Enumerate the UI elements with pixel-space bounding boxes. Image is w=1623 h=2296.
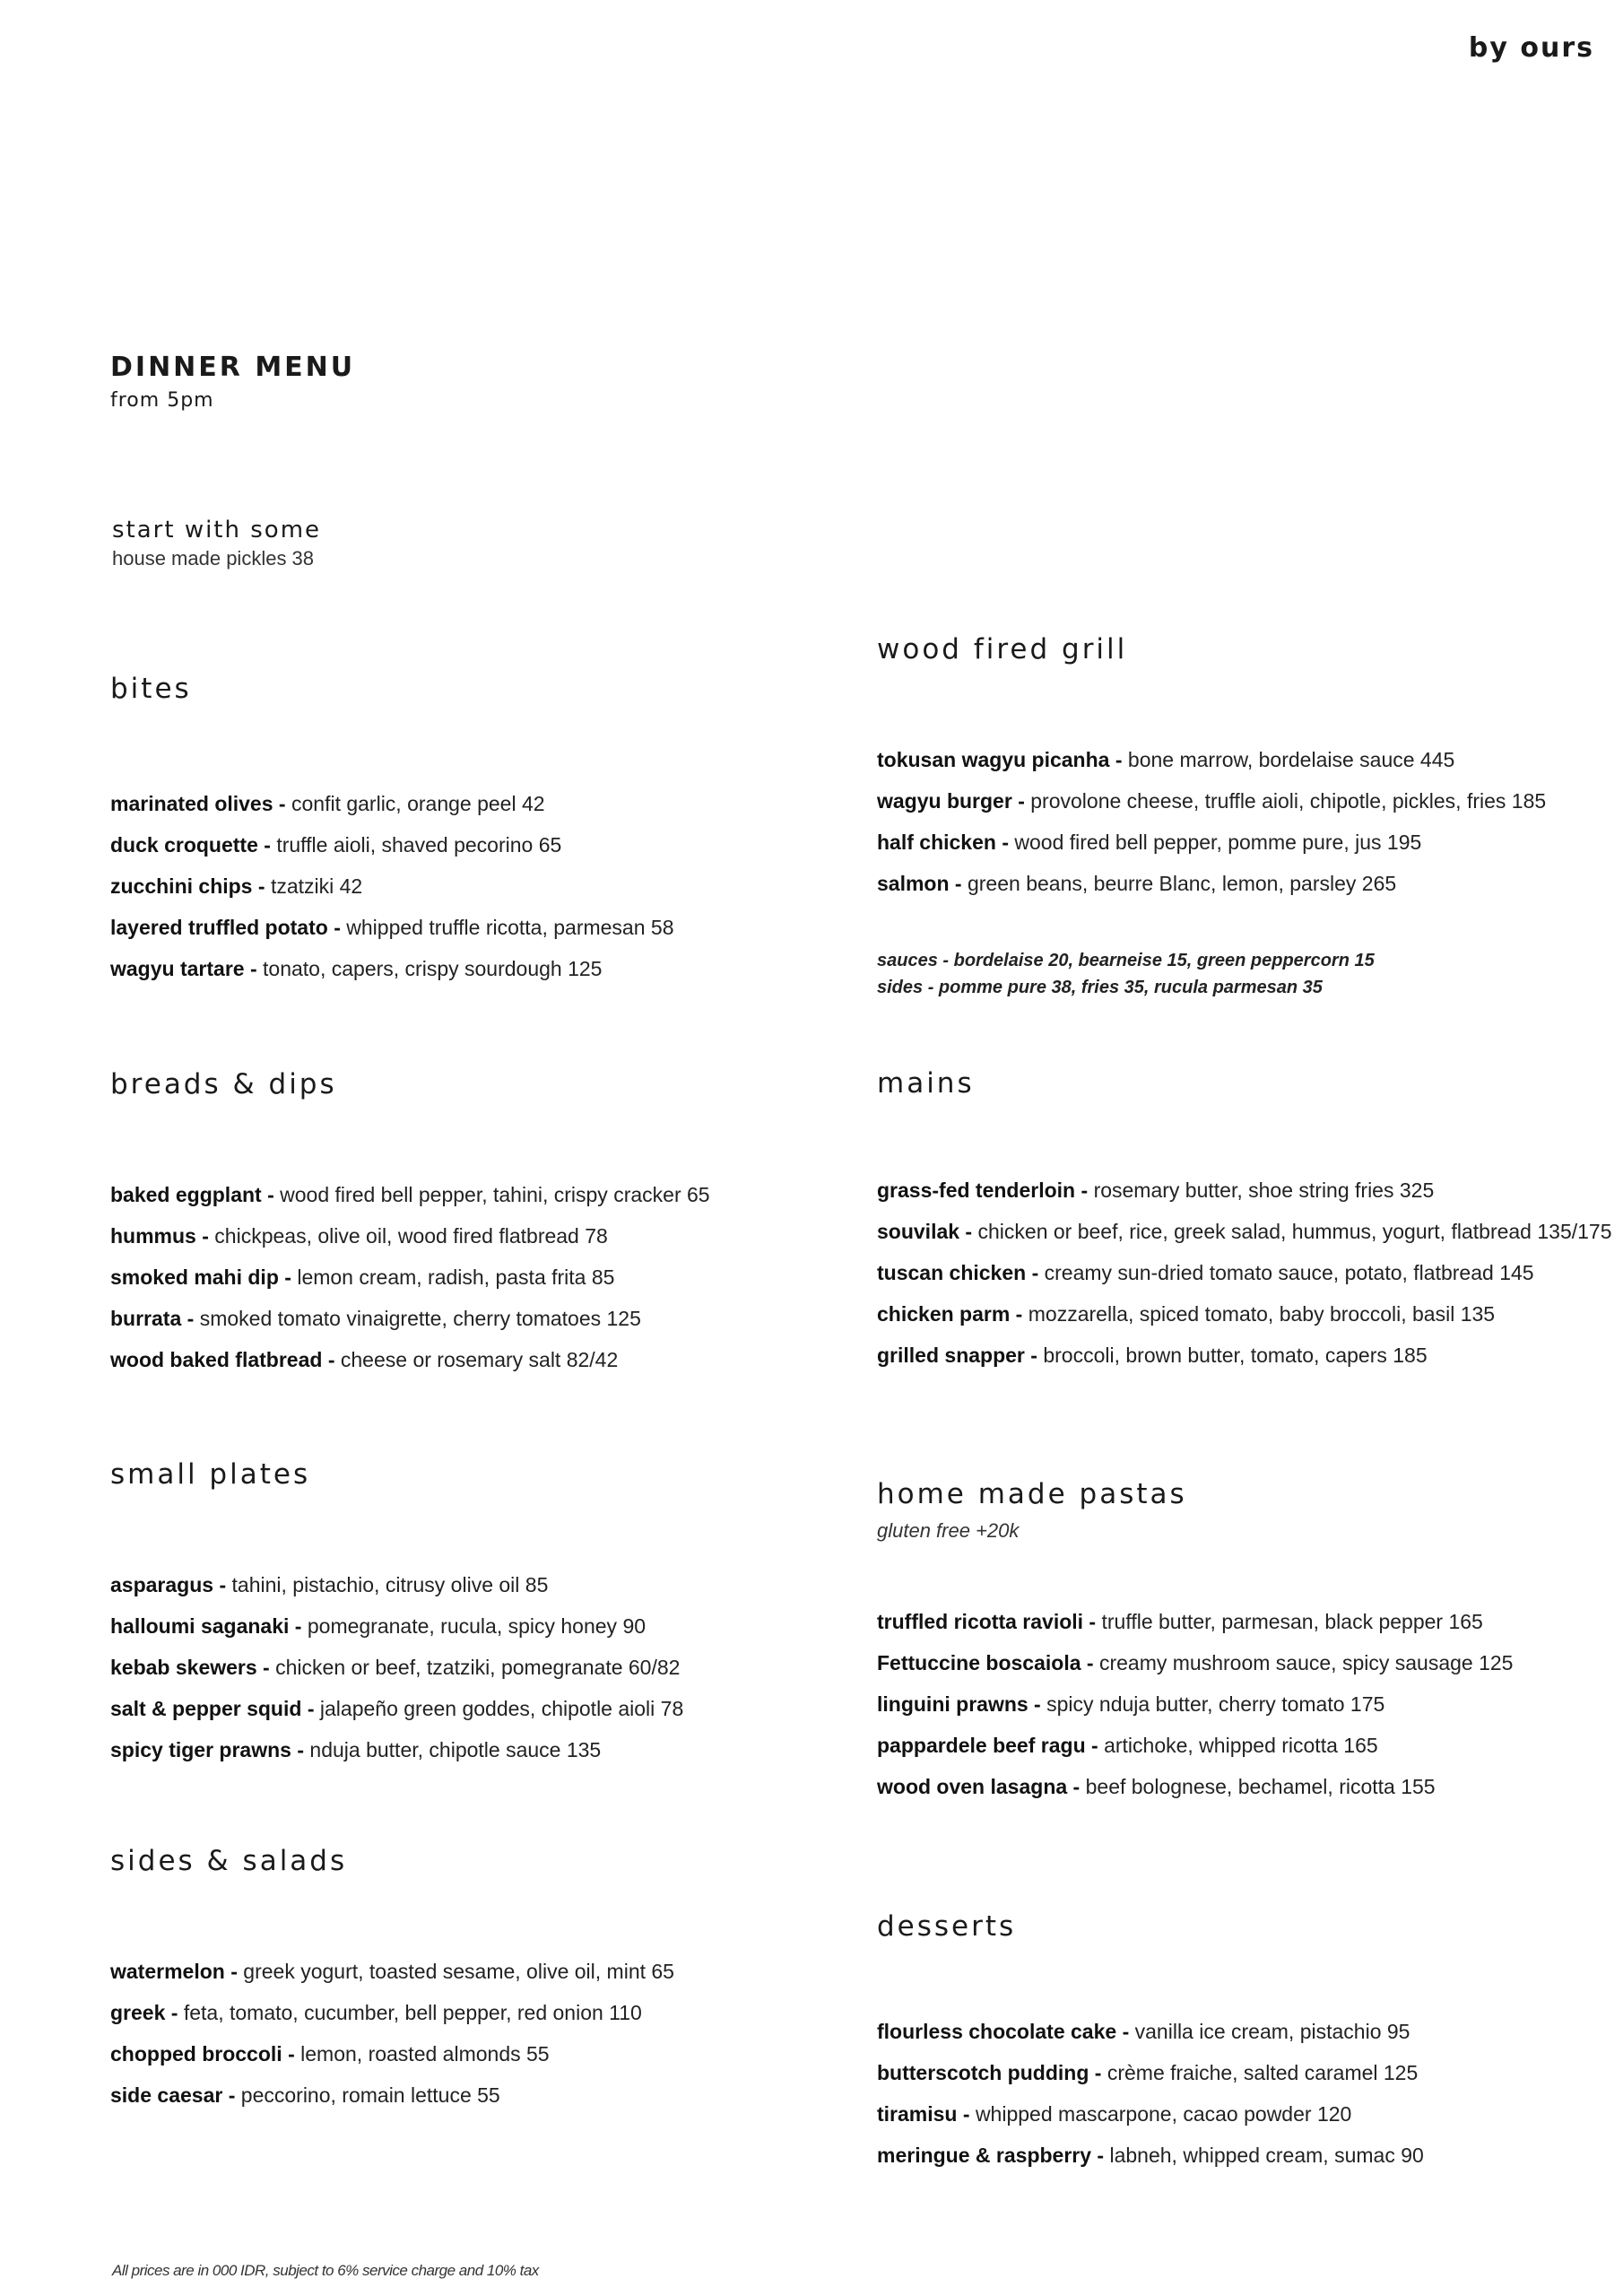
- menu-item-description: provolone cheese, truffle aioli, chipotle, pickles, fries 185: [1030, 789, 1547, 813]
- menu-item-description: greek yogurt, toasted sesame, olive oil, mint 65: [243, 1960, 674, 1983]
- menu-item-description: confit garlic, orange peel 42: [291, 792, 545, 815]
- menu-item-separator: -: [1109, 748, 1128, 771]
- menu-item-description: labneh, whipped cream, sumac 90: [1109, 2144, 1424, 2167]
- menu-item: [110, 1992, 674, 2033]
- menu-item-name: asparagus: [110, 1573, 214, 1596]
- menu-item-description: green beans, beurre Blanc, lemon, parsley 265: [967, 872, 1397, 895]
- menu-title: DINNER MENU: [110, 352, 356, 383]
- menu-item: [877, 1766, 1513, 1807]
- section-bites: [110, 673, 674, 980]
- menu-item: [877, 2135, 1424, 2176]
- menu-item-separator: -: [244, 957, 264, 980]
- section-title: desserts: [877, 1910, 1017, 1943]
- menu-item-description: chicken or beef, rice, greek salad, hummus, yogurt, flatbread 135/175: [977, 1220, 1612, 1243]
- menu-item-name: wagyu burger: [877, 789, 1012, 813]
- menu-item-name: flourless chocolate cake: [877, 2020, 1117, 2043]
- menu-item-separator: -: [252, 874, 271, 898]
- item-list: [110, 1174, 710, 1380]
- menu-item-separator: -: [1024, 1344, 1044, 1367]
- menu-item-separator: -: [222, 2083, 241, 2107]
- menu-item-separator: -: [322, 1348, 341, 1371]
- menu-item-separator: -: [959, 1220, 978, 1243]
- menu-item-description: nduja butter, chipotle sauce 135: [309, 1738, 602, 1761]
- menu-item-name: watermelon: [110, 1960, 225, 1983]
- section-title: mains: [877, 1067, 975, 1100]
- menu-item-description: crème fraiche, salted caramel 125: [1107, 2061, 1419, 2084]
- menu-item: [877, 1293, 1612, 1335]
- menu-item: [877, 1170, 1612, 1211]
- menu-item-name: side caesar: [110, 2083, 223, 2107]
- menu-item: [877, 1252, 1612, 1293]
- menu-item-separator: -: [301, 1697, 320, 1720]
- section-title: bites: [110, 673, 192, 705]
- menu-item-separator: -: [273, 792, 291, 815]
- menu-item-separator: -: [1026, 1261, 1045, 1284]
- menu-item-name: half chicken: [877, 831, 996, 854]
- menu-item-separator: -: [282, 2042, 301, 2066]
- menu-item-description: mozzarella, spiced tomato, baby broccoli, basil 135: [1028, 1302, 1496, 1326]
- item-list: [877, 1601, 1513, 1807]
- menu-item-name: meringue & raspberry: [877, 2144, 1092, 2167]
- menu-item-separator: -: [1085, 1734, 1105, 1757]
- menu-item-separator: -: [257, 833, 277, 857]
- menu-item: [110, 948, 674, 989]
- grill-extras: [877, 947, 1375, 1001]
- menu-item: [877, 739, 1546, 780]
- menu-item: [877, 1683, 1513, 1725]
- menu-item-name: grilled snapper: [877, 1344, 1025, 1367]
- start-item: house made pickles 38: [112, 547, 315, 570]
- menu-item-separator: -: [195, 1224, 215, 1248]
- menu-item-name: truffled ricotta ravioli: [877, 1610, 1084, 1633]
- menu-item-name: butterscotch pudding: [877, 2061, 1089, 2084]
- section-sides-salads: [110, 1845, 674, 2107]
- section-title: wood fired grill: [877, 633, 1128, 665]
- menu-item-separator: -: [1116, 2020, 1135, 2043]
- menu-item-description: vanilla ice cream, pistachio 95: [1134, 2020, 1410, 2043]
- menu-item: [877, 1211, 1612, 1252]
- section-title: home made pastas: [877, 1478, 1187, 1510]
- menu-item-name: chicken parm: [877, 1302, 1011, 1326]
- menu-item: [877, 822, 1546, 863]
- menu-item-name: salmon: [877, 872, 950, 895]
- section-title: breads & dips: [110, 1068, 337, 1100]
- menu-item-description: creamy sun-dried tomato sauce, potato, flatbread 145: [1044, 1261, 1534, 1284]
- menu-item-name: chopped broccoli: [110, 2042, 282, 2066]
- menu-item-name: spicy tiger prawns: [110, 1738, 291, 1761]
- menu-item-description: jalapeño green goddes, chipotle aioli 78: [319, 1697, 684, 1720]
- menu-item-separator: -: [165, 2001, 184, 2024]
- menu-item-description: peccorino, romain lettuce 55: [240, 2083, 500, 2107]
- menu-item-name: kebab skewers: [110, 1656, 257, 1679]
- menu-item-description: spicy nduja butter, cherry tomato 175: [1046, 1692, 1385, 1716]
- menu-item-description: feta, tomato, cucumber, bell pepper, red onion 110: [183, 2001, 642, 2024]
- menu-item: [877, 2052, 1424, 2093]
- menu-item: [877, 780, 1546, 822]
- menu-item-separator: -: [1028, 1692, 1047, 1716]
- menu-item-description: tonato, capers, crispy sourdough 125: [263, 957, 603, 980]
- sides-note: sides - pomme pure 38, fries 35, rucula parmesan 35: [877, 978, 1323, 997]
- menu-item-description: wood fired bell pepper, tahini, crispy cracker 65: [280, 1183, 710, 1206]
- menu-item-name: baked eggplant: [110, 1183, 262, 1206]
- menu-item-description: cheese or rosemary salt 82/42: [340, 1348, 619, 1371]
- section-home-made-pastas: [877, 1478, 1514, 1798]
- menu-item-name: greek: [110, 2001, 166, 2024]
- menu-item-description: pomegranate, rucula, spicy honey 90: [307, 1614, 647, 1638]
- section-mains: [877, 1067, 1612, 1367]
- menu-item: [877, 2011, 1424, 2052]
- menu-item-name: souvilak: [877, 1220, 960, 1243]
- menu-item-name: duck croquette: [110, 833, 258, 857]
- menu-item-separator: -: [995, 831, 1015, 854]
- menu-item-separator: -: [957, 2102, 976, 2126]
- menu-item: [110, 1605, 683, 1647]
- menu-item: [110, 1298, 710, 1339]
- menu-item-description: rosemary butter, shoe string fries 325: [1093, 1178, 1435, 1202]
- menu-item-description: lemon cream, radish, pasta frita 85: [297, 1265, 615, 1289]
- menu-item: [110, 2033, 674, 2074]
- menu-item-separator: -: [1083, 1610, 1102, 1633]
- menu-item-description: wood fired bell pepper, pomme pure, jus 195: [1014, 831, 1422, 854]
- menu-item-description: smoked tomato vinaigrette, cherry tomatoes 125: [199, 1307, 641, 1330]
- menu-item: [877, 1725, 1513, 1766]
- menu-item-separator: -: [949, 872, 968, 895]
- menu-item: [110, 783, 674, 824]
- menu-item: [877, 1335, 1612, 1376]
- menu-item: [110, 865, 674, 907]
- menu-item-separator: -: [1075, 1178, 1094, 1202]
- menu-item: [110, 1215, 710, 1257]
- menu-item-description: whipped truffle ricotta, parmesan 58: [346, 916, 674, 939]
- menu-item-separator: -: [291, 1738, 310, 1761]
- menu-item: [110, 824, 674, 865]
- menu-item: [877, 1601, 1513, 1642]
- menu-item-name: salt & pepper squid: [110, 1697, 302, 1720]
- menu-item-name: wood oven lasagna: [877, 1775, 1068, 1798]
- menu-item-description: chickpeas, olive oil, wood fired flatbread 78: [214, 1224, 608, 1248]
- item-list: [877, 1170, 1612, 1376]
- footer-note: All prices are in 000 IDR, subject to 6% service charge and 10% tax: [112, 2262, 539, 2279]
- menu-item: [110, 1951, 674, 1992]
- menu-item-separator: -: [213, 1573, 232, 1596]
- item-list: [110, 783, 674, 989]
- menu-item-description: creamy mushroom sauce, spicy sausage 125: [1098, 1651, 1514, 1674]
- menu-item-description: truffle butter, parmesan, black pepper 165: [1101, 1610, 1483, 1633]
- menu-item-description: beef bolognese, bechamel, ricotta 155: [1085, 1775, 1436, 1798]
- menu-item-name: tokusan wagyu picanha: [877, 748, 1110, 771]
- menu-item-description: truffle aioli, shaved pecorino 65: [276, 833, 562, 857]
- menu-item-name: smoked mahi dip: [110, 1265, 279, 1289]
- gluten-free-note: gluten free +20k: [877, 1519, 1020, 1542]
- menu-item: [110, 1647, 683, 1688]
- menu-item: [110, 1564, 683, 1605]
- section-small-plates: [110, 1458, 684, 1761]
- menu-item: [877, 1642, 1513, 1683]
- menu-item-description: broccoli, brown butter, tomato, capers 185: [1043, 1344, 1428, 1367]
- menu-item-separator: -: [1089, 2061, 1107, 2084]
- menu-item-separator: -: [1091, 2144, 1110, 2167]
- menu-item-name: grass-fed tenderloin: [877, 1178, 1076, 1202]
- menu-item-separator: -: [1011, 789, 1031, 813]
- menu-item-name: wagyu tartare: [110, 957, 245, 980]
- menu-item-separator: -: [1067, 1775, 1086, 1798]
- item-list: [877, 2011, 1424, 2176]
- menu-item-separator: -: [256, 1656, 276, 1679]
- menu-item-separator: -: [327, 916, 347, 939]
- menu-item-name: zucchini chips: [110, 874, 253, 898]
- menu-item-name: Fettuccine boscaiola: [877, 1651, 1081, 1674]
- menu-item: [877, 863, 1546, 904]
- menu-item-description: whipped mascarpone, cacao powder 120: [975, 2102, 1352, 2126]
- menu-item: [110, 907, 674, 948]
- menu-item-separator: -: [1010, 1302, 1028, 1326]
- section-desserts: [877, 1910, 1424, 2167]
- menu-subtitle: from 5pm: [110, 389, 214, 412]
- section-wood-fired-grill: [877, 633, 1547, 997]
- menu-item-description: bone marrow, bordelaise sauce 445: [1127, 748, 1455, 771]
- menu-item-separator: -: [181, 1307, 200, 1330]
- menu-item-name: halloumi saganaki: [110, 1614, 290, 1638]
- menu-item-separator: -: [261, 1183, 281, 1206]
- brand-logo: by ours: [1468, 32, 1594, 64]
- menu-item-name: tuscan chicken: [877, 1261, 1027, 1284]
- sauces-note: sauces - bordelaise 20, bearneise 15, green peppercorn 15: [877, 951, 1375, 970]
- item-list: [110, 1951, 674, 2116]
- menu-item: [110, 1339, 710, 1380]
- menu-item: [110, 1174, 710, 1215]
- menu-item-name: layered truffled potato: [110, 916, 328, 939]
- item-list: [110, 1564, 683, 1770]
- menu-item-description: artichoke, whipped ricotta 165: [1104, 1734, 1378, 1757]
- menu-item-name: linguini prawns: [877, 1692, 1028, 1716]
- menu-item-name: wood baked flatbread: [110, 1348, 323, 1371]
- menu-item-separator: -: [1081, 1651, 1099, 1674]
- item-list: [877, 739, 1546, 904]
- menu-item: [110, 1688, 683, 1729]
- menu-item-name: burrata: [110, 1307, 182, 1330]
- menu-item-description: tzatziki 42: [270, 874, 363, 898]
- menu-item-name: marinated olives: [110, 792, 273, 815]
- section-title: sides & salads: [110, 1845, 348, 1877]
- menu-item: [110, 1729, 683, 1770]
- menu-item-name: pappardele beef ragu: [877, 1734, 1086, 1757]
- menu-item: [110, 2074, 674, 2116]
- menu-item: [877, 2093, 1424, 2135]
- section-breads-dips: [110, 1068, 710, 1371]
- menu-item-description: chicken or beef, tzatziki, pomegranate 60/82: [275, 1656, 681, 1679]
- menu-item-name: tiramisu: [877, 2102, 958, 2126]
- menu-item-separator: -: [289, 1614, 308, 1638]
- menu-item: [110, 1257, 710, 1298]
- start-title: start with some: [112, 517, 322, 544]
- menu-item-description: tahini, pistachio, citrusy olive oil 85: [231, 1573, 549, 1596]
- menu-item-separator: -: [224, 1960, 244, 1983]
- section-title: small plates: [110, 1458, 311, 1491]
- menu-item-name: hummus: [110, 1224, 196, 1248]
- menu-item-description: lemon, roasted almonds 55: [300, 2042, 550, 2066]
- menu-item-separator: -: [278, 1265, 298, 1289]
